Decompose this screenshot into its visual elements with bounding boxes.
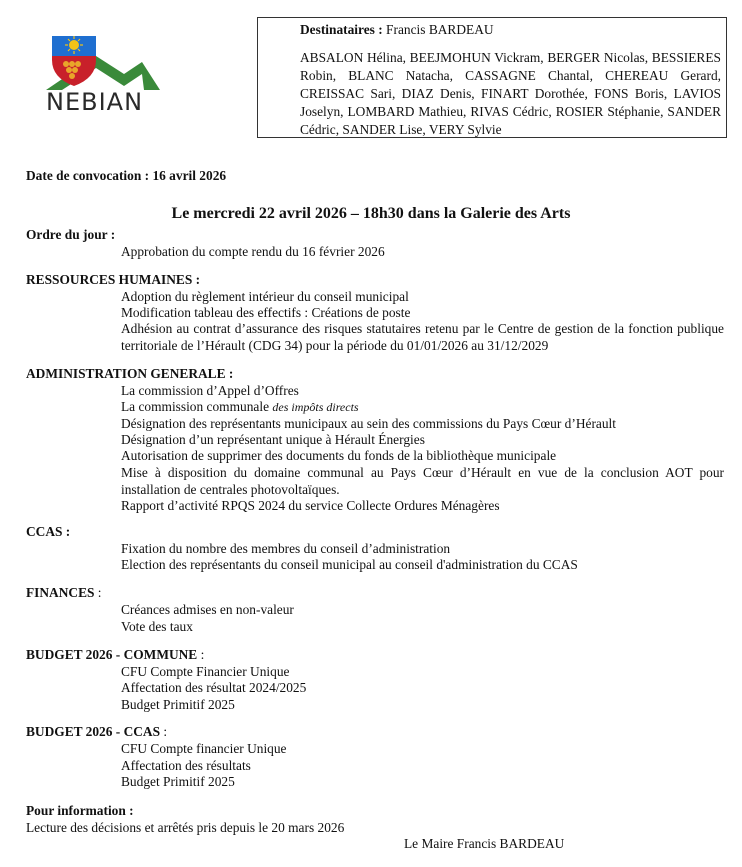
list-item: La commission d’Appel d’Offres (121, 383, 299, 398)
section-ordre-title: Ordre du jour : (26, 227, 116, 242)
list-item: CFU Compte financier Unique (121, 741, 287, 756)
list-item: Rapport d’activité RPQS 2024 du service Collecte Ordures Ménagères (121, 498, 500, 513)
list-item: Approbation du compte rendu du 16 février 2026 (121, 244, 385, 259)
list-item: Créances admises en non-valeur (121, 602, 294, 617)
section-rh-title: RESSOURCES HUMAINES : (26, 272, 201, 287)
section-budget-ccas-suffix: : (160, 724, 168, 739)
convocation-date: Date de convocation : 16 avril 2026 (26, 168, 227, 183)
list-item-italic: des impôts directs (272, 400, 359, 414)
section-budget-commune-suffix: : (197, 647, 205, 662)
list-item: Budget Primitif 2025 (121, 774, 235, 789)
list-item: Adhésion au contrat d’assurance des risques statutaires retenu par le Centre de gestion de la fonction publique territoriale de l’Hérault (CDG 34) pour la période du 01/01/2026 au 31/12/2029 (121, 321, 724, 353)
list-item: Fixation du nombre des membres du conseil d’administration (121, 541, 451, 556)
list-item (121, 399, 724, 416)
list-item: Budget Primitif 2025 (121, 697, 235, 712)
recipients-header (300, 22, 721, 38)
info-text: Lecture des décisions et arrêtés pris depuis le 20 mars 2026 (26, 820, 345, 835)
section-budget-ccas-label: BUDGET 2026 - CCAS (26, 724, 161, 739)
meeting-line: Le mercredi 22 avril 2026 – 18h30 dans la Galerie des Arts (171, 205, 571, 222)
section-admin-title: ADMINISTRATION GENERALE : (26, 366, 234, 381)
list-item: Désignation d’un représentant unique à Hérault Énergies (121, 432, 425, 447)
section-finances-title (26, 585, 102, 601)
list-item: Autorisation de supprimer des documents du fonds de la bibliothèque municipale (121, 448, 557, 463)
section-budget-ccas-title (26, 724, 167, 740)
section-budget-commune-title (26, 647, 204, 663)
list-item: Adoption du règlement intérieur du conseil municipal (121, 289, 409, 304)
list-item: Election des représentants du conseil municipal au conseil d'administration du CCAS (121, 557, 578, 572)
section-ccas-title: CCAS : (26, 524, 71, 539)
list-item: Modification tableau des effectifs : Créations de poste (121, 305, 411, 320)
list-item: Affectation des résultats (121, 758, 251, 773)
recipients-label: Destinataires : (300, 22, 383, 37)
recipients-list: ABSALON Hélina, BEEJMOHUN Vickram, BERGER Nicolas, BESSIERES Robin, BLANC Natacha, CASSAGNE Chantal, CHEREAU Gerard, CREISSAC Sari, DIAZ Denis, FINART Dorothée, FONS Boris, LAVIOS Joselyn, LOMBARD Mathieu, RIVAS Cédric, ROSIER Stéphanie, SANDER Cédric, SANDER Lise, VERY Sylvie (300, 50, 721, 137)
list-item-text: La commission communale (121, 399, 270, 414)
section-finances-label: FINANCES (26, 585, 95, 600)
list-item: Affectation des résultat 2024/2025 (121, 680, 307, 695)
signature: Le Maire Francis BARDEAU (404, 836, 565, 851)
recipients-primary: Francis BARDEAU (386, 22, 494, 37)
section-budget-commune-label: BUDGET 2026 - COMMUNE (26, 647, 198, 662)
list-item: CFU Compte Financier Unique (121, 664, 290, 679)
logo-text: NEBIAN (46, 88, 144, 116)
list-item: Vote des taux (121, 619, 193, 634)
section-info-title: Pour information : (26, 803, 134, 818)
list-item: Désignation des représentants municipaux au sein des commissions du Pays Cœur d’Hérault (121, 416, 616, 431)
section-finances-suffix: : (94, 585, 102, 600)
recipients-box (257, 17, 727, 138)
list-item: Mise à disposition du domaine communal au Pays Cœur d’Hérault en vue de la conclusion AOT pour installation de centrales photovoltaïques. (121, 465, 724, 497)
coat-of-arms-icon (44, 34, 160, 94)
